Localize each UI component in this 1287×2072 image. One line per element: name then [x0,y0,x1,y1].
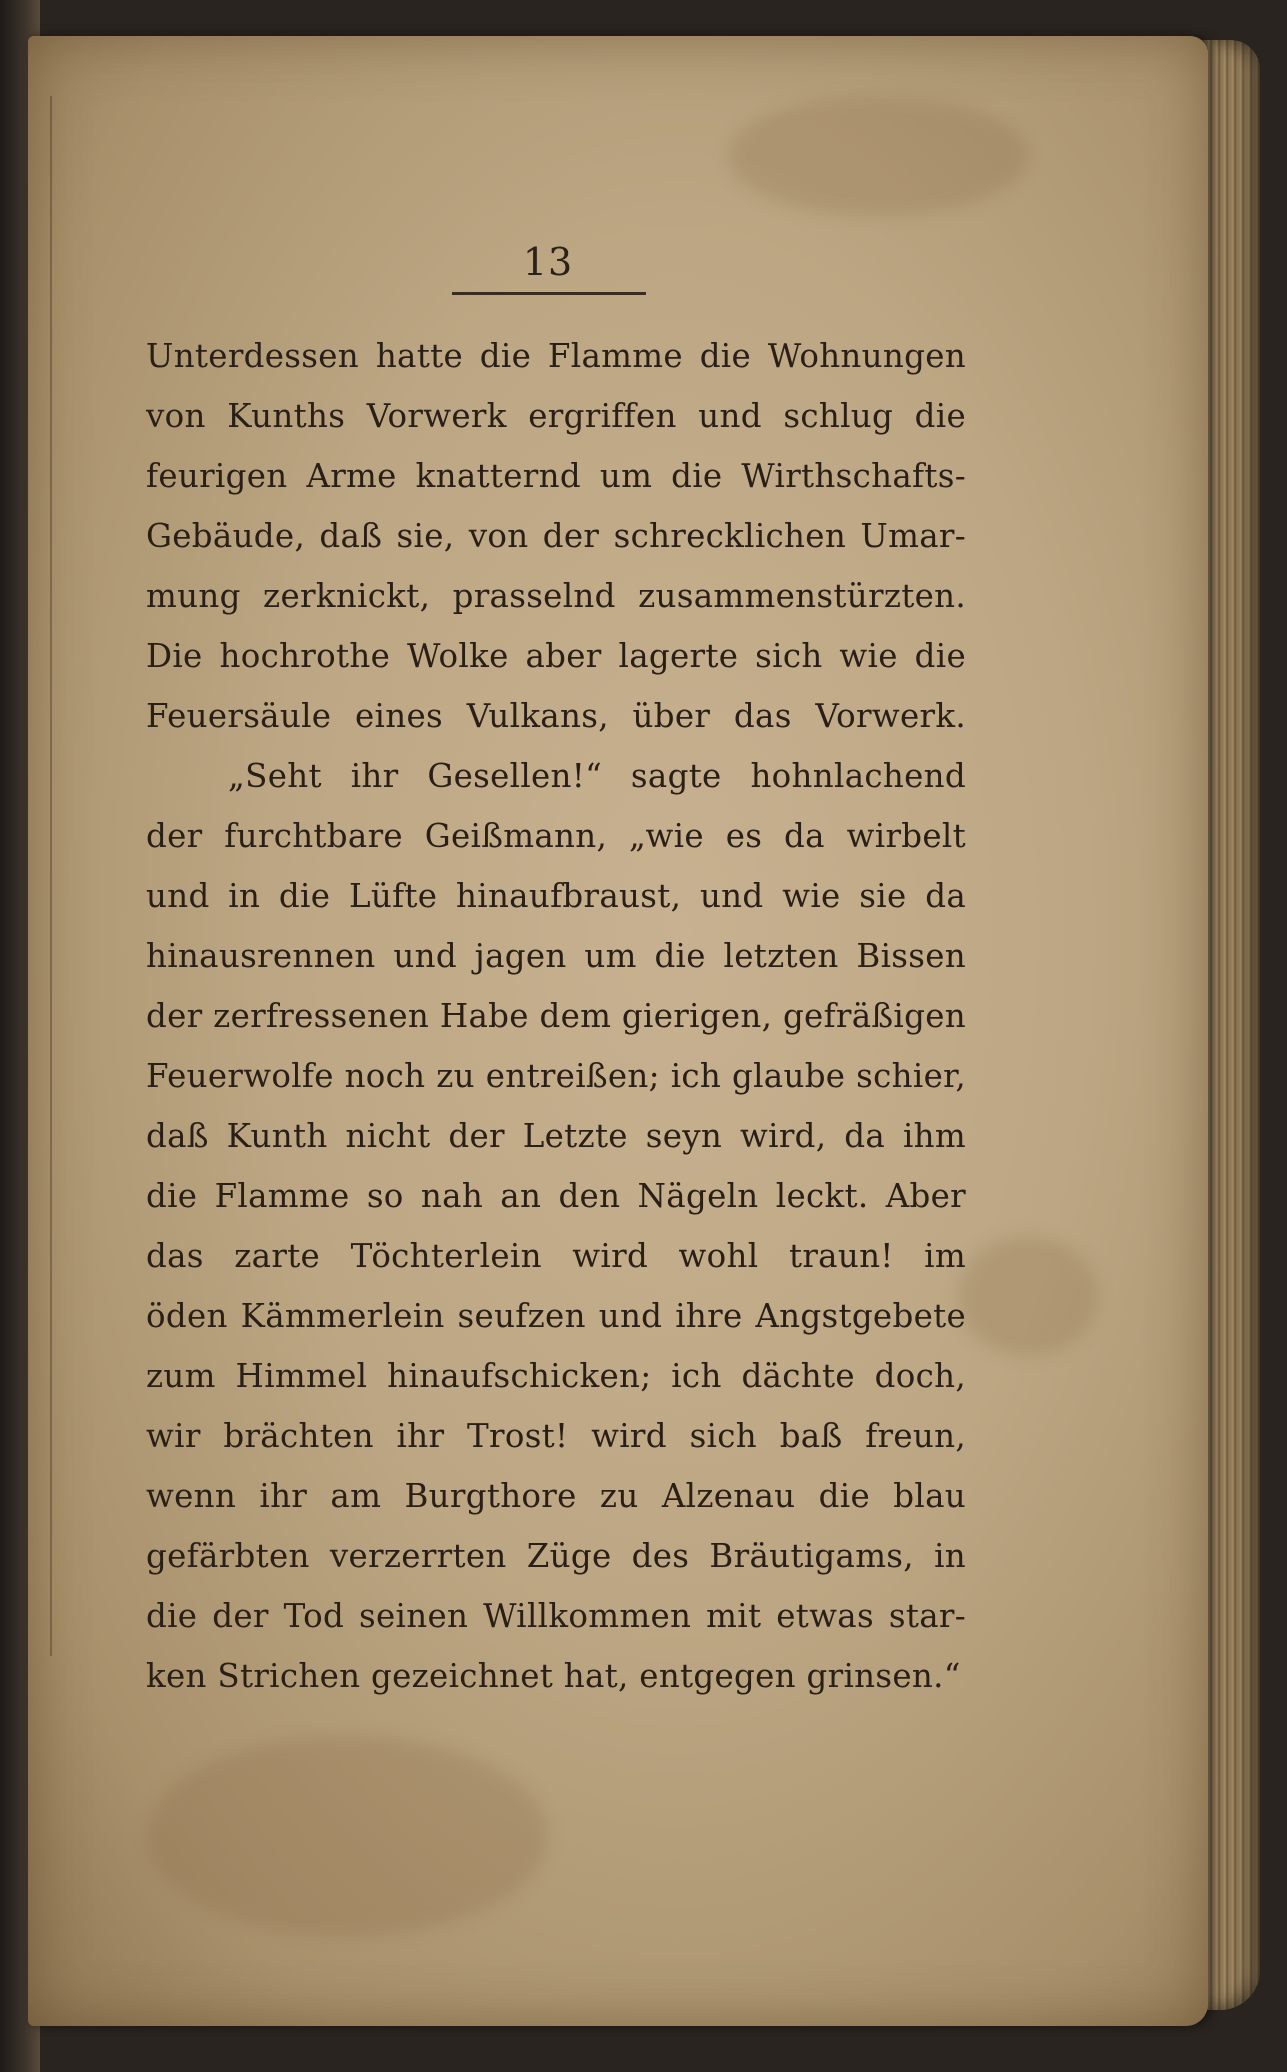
text-line: wenn ihr am Burgthore zu Alzenau die blau [146,1477,966,1515]
text-line: mung zerknickt, prasselnd zusammenstürzten. [146,577,966,615]
page-number: 13 [522,240,574,284]
text-line: die Flamme so nah an den Nägeln leckt. Aber [146,1177,966,1215]
text-line: öden Kämmerlein seufzen und ihre Angstgebete [146,1297,966,1335]
text-line: ken Strichen gezeichnet hat, entgegen grinsen.“ [146,1657,961,1695]
gutter-line [50,96,52,1656]
text-line: gefärbten verzerrten Züge des Bräutigams, in [146,1537,966,1575]
text-line: der zerfressenen Habe dem gierigen, gefräßigen [146,997,966,1035]
text-line: Unterdessen hatte die Flamme die Wohnungen [146,337,966,375]
page-stain [958,1236,1098,1356]
header-rule [452,292,646,295]
text-line: zum Himmel hinaufschicken; ich dächte doch, [146,1357,966,1395]
text-line: feurigen Arme knatternd um die Wirthschafts- [146,457,966,495]
text-line: von Kunths Vorwerk ergriffen und schlug die [146,397,966,435]
page-stain [148,1736,548,1936]
text-line: Die hochrothe Wolke aber lagerte sich wie die [146,637,966,675]
page-stain [728,96,1028,216]
text-line: der furchtbare Geißmann, „wie es da wirbelt [146,817,966,855]
text-line: und in die Lüfte hinaufbraust, und wie sie da [146,877,966,915]
text-line: wir brächten ihr Trost! wird sich baß freun, [146,1417,966,1455]
body-text [146,326,966,1706]
text-line: Gebäude, daß sie, von der schrecklichen Umar- [146,517,966,555]
text-line: „Seht ihr Gesellen!“ sagte hohnlachend [228,757,966,795]
text-line: Feuersäule eines Vulkans, über das Vorwerk. [146,697,966,735]
text-line: Feuerwolfe noch zu entreißen; ich glaube schier, [146,1057,966,1095]
text-line: das zarte Töchterlein wird wohl traun! im [146,1237,966,1275]
text-line: hinausrennen und jagen um die letzten Bissen [146,937,966,975]
book-page [28,36,1208,2026]
text-line: daß Kunth nicht der Letzte seyn wird, da ihm [146,1117,966,1155]
text-line: die der Tod seinen Willkommen mit etwas star- [146,1597,966,1635]
